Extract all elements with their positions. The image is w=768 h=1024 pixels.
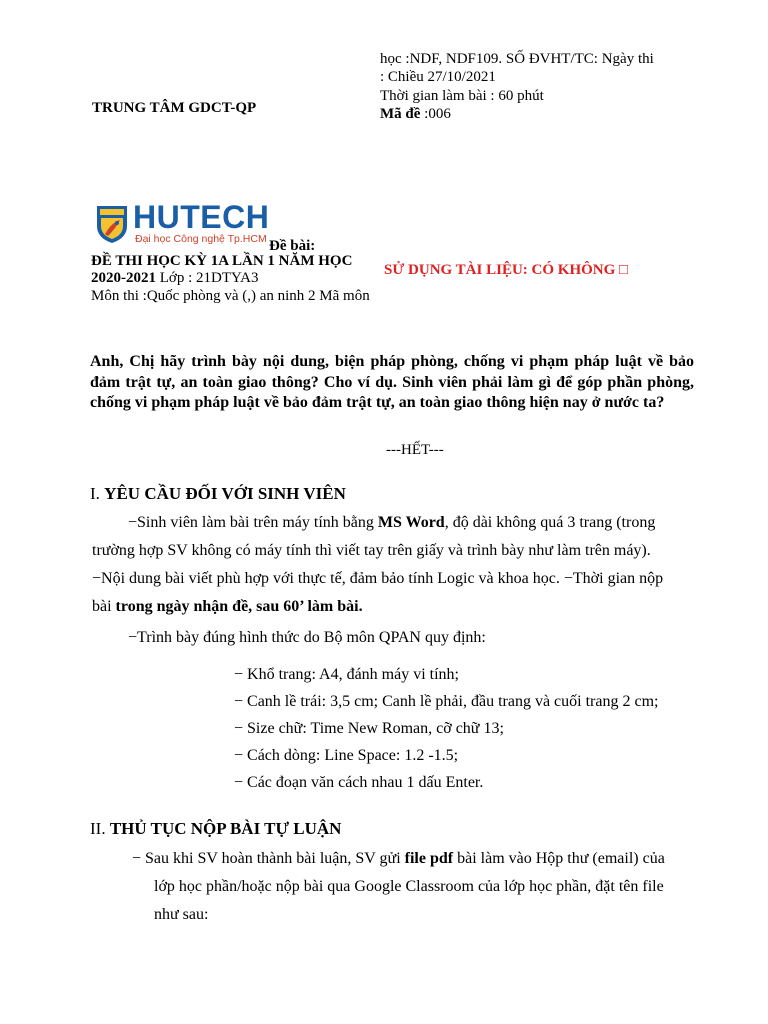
section2-heading	[90, 819, 341, 839]
req1-text-bold: MS Word	[377, 514, 445, 531]
section2-title: THỦ TỤC NỘP BÀI TỰ LUẬN	[109, 819, 342, 838]
end-marker: ---HẾT---	[386, 442, 444, 458]
section1-number: I.	[90, 484, 100, 503]
format-bullet: − Cách dòng: Line Space: 1.2 -1.5;	[234, 747, 459, 764]
exam-year-class	[91, 269, 259, 288]
submit-line-1	[132, 845, 665, 873]
format-bullet: − Các đoạn văn cách nhau 1 dấu Enter.	[234, 774, 484, 791]
req1-text-a: −Sinh viên làm bài trên máy tính bằng	[128, 514, 378, 531]
exam-year: 2020-2021	[91, 270, 156, 286]
exam-title: ĐỀ THI HỌC KỲ 1A LẦN 1 NĂM HỌC	[91, 253, 353, 269]
exam-code-line	[380, 105, 451, 124]
class-info: Lớp : 21DTYA3	[156, 270, 259, 286]
section1-heading	[90, 484, 346, 504]
exam-question: Anh, Chị hãy trình bày nội dung, biện pháp phòng, chống vi phạm pháp luật về bảo đảm trật tự, an toàn giao thông? Cho ví dụ. Sinh viên phải làm gì để góp phần phòng, chống vi phạm pháp luật về bảo đảm trật tự, an toàn giao thông hiện nay ở nước ta?	[90, 353, 694, 411]
subject-line: Môn thi :Quốc phòng và (,) an ninh 2 Mã môn	[91, 288, 370, 304]
center-name: TRUNG TÂM GDCT-QP	[92, 100, 257, 116]
format-bullet: − Canh lề trái: 3,5 cm; Canh lề phải, đầu trang và cuối trang 2 cm;	[234, 693, 659, 710]
req2-text-bold: trong ngày nhận đề, sau 60’ làm bài.	[115, 598, 363, 615]
duration-line: Thời gian làm bài : 60 phút	[380, 88, 544, 104]
exam-code-value: :006	[420, 106, 451, 122]
format-bullet: − Khổ trang: A4, đánh máy vi tính;	[234, 666, 459, 683]
req-paragraph-1-line2: trường hợp SV không có máy tính thì viết tay trên giấy và trình bày như làm trên máy).	[92, 542, 651, 559]
req-paragraph-3: −Trình bày đúng hình thức do Bộ môn QPAN quy định:	[128, 629, 486, 646]
submit-text-bold: file pdf	[404, 850, 454, 867]
submit-line-2: lớp học phần/hoặc nộp bài qua Google Classroom của lớp học phần, đặt tên file	[154, 878, 664, 895]
submit-text-c: bài làm vào Hộp thư (email) của	[453, 850, 665, 867]
course-info-line2: : Chiều 27/10/2021	[380, 69, 496, 85]
course-info-line1: học :NDF, NDF109. SỐ ĐVHT/TC: Ngày thi	[380, 51, 654, 67]
hutech-shield-icon	[95, 204, 129, 244]
logo-wordmark: HUTECH	[133, 199, 270, 235]
section2-number: II.	[90, 819, 106, 838]
hutech-logo	[95, 199, 270, 252]
materials-notice: SỬ DỤNG TÀI LIỆU: CÓ KHÔNG □	[384, 262, 629, 278]
logo-slogan: Đại học Công nghệ Tp.HCM	[135, 233, 267, 245]
format-bullet: − Size chữ: Time New Roman, cỡ chữ 13;	[234, 720, 504, 737]
req-paragraph-2-line1: −Nội dung bài viết phù hợp với thực tế, đảm bảo tính Logic và khoa học. −Thời gian nộp	[92, 570, 664, 587]
submit-text-a: − Sau khi SV hoàn thành bài luận, SV gửi	[132, 850, 405, 867]
de-bai-label: Đề bài:	[269, 238, 316, 254]
req1-text-c: , độ dài không quá 3 trang (trong	[444, 514, 656, 531]
exam-code-label: Mã đề	[380, 106, 421, 122]
section1-title: YÊU CẦU ĐỐI VỚI SINH VIÊN	[104, 484, 346, 503]
req-paragraph-2-line2	[92, 593, 363, 621]
req-paragraph-1	[128, 509, 655, 537]
req2-text-a: bài	[92, 598, 116, 615]
submit-line-3: như sau:	[154, 906, 209, 923]
